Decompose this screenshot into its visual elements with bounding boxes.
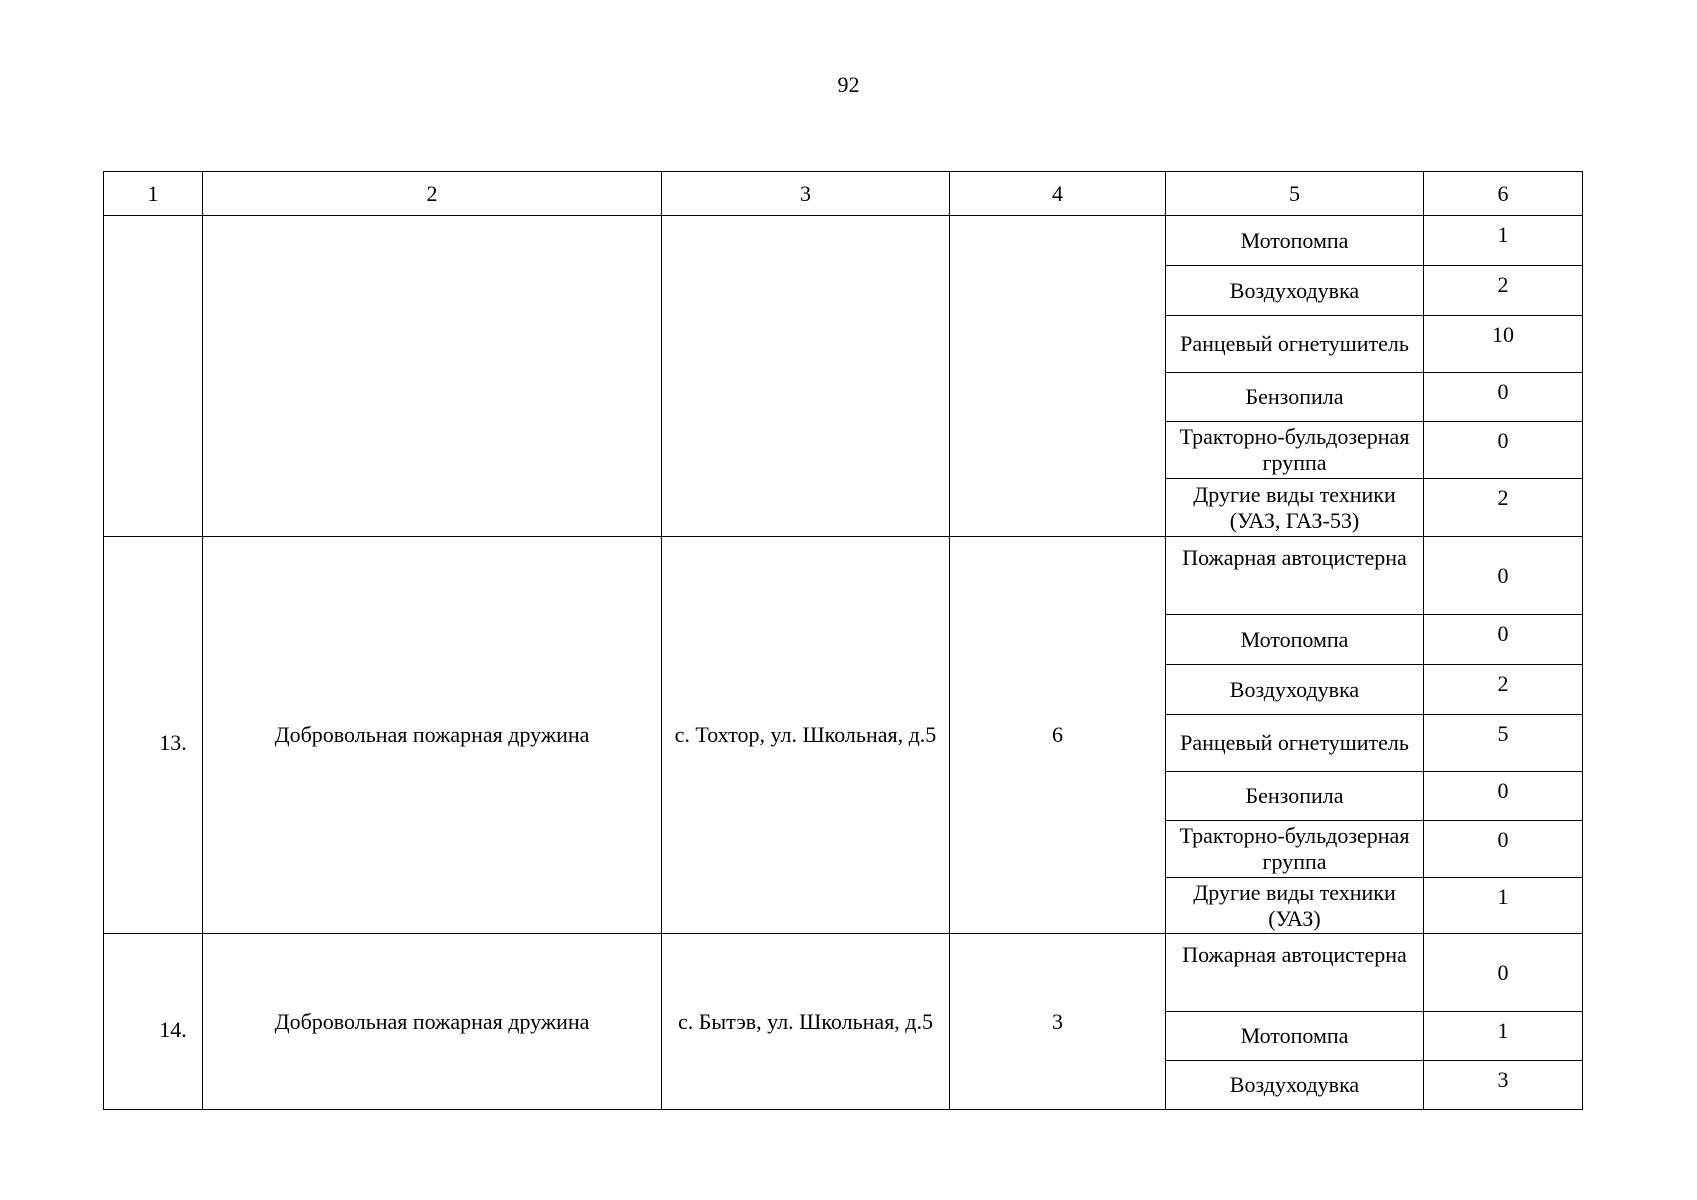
row13-name-cell: Добровольная пожарная дружина [202, 536, 662, 934]
row14-equipment-name: Мотопомпа [1165, 1011, 1424, 1061]
row14-equipment-count: 3 [1423, 1060, 1583, 1110]
row14-equipment-count: 0 [1423, 933, 1583, 1012]
row13-equipment-name: Ранцевый огнетушитель [1165, 714, 1424, 772]
row12-name-cell [202, 215, 662, 537]
row12-equipment-name: Другие виды техники (УАЗ, ГАЗ-53) [1165, 478, 1424, 537]
row13-equipment-name: Другие виды техники (УАЗ) [1165, 877, 1424, 934]
row13-equipment-count: 0 [1423, 771, 1583, 821]
header-cell-3: 3 [661, 171, 950, 216]
row13-equipment-name: Бензопила [1165, 771, 1424, 821]
row13-equipment-count: 0 [1423, 614, 1583, 665]
row12-equipment-count: 1 [1423, 215, 1583, 266]
row13-equipment-count: 5 [1423, 714, 1583, 772]
row12-equipment-count: 0 [1423, 372, 1583, 422]
row13-equipment-name: Пожарная автоцистерна [1165, 536, 1424, 615]
row13-equipment-name: Мотопомпа [1165, 614, 1424, 665]
row12-address-cell [661, 215, 950, 537]
row12-equipment-name: Ранцевый огнетушитель [1165, 315, 1424, 373]
page-number: 92 [837, 72, 860, 97]
header-cell-6: 6 [1423, 171, 1583, 216]
header-cell-2: 2 [202, 171, 662, 216]
row14-equipment-count: 1 [1423, 1011, 1583, 1061]
row12-equipment-count: 10 [1423, 315, 1583, 373]
row12-equipment-name: Воздуходувка [1165, 265, 1424, 316]
row13-equipment-name: Воздуходувка [1165, 664, 1424, 715]
row12-number-cell [103, 215, 203, 537]
row13-equipment-count: 1 [1423, 877, 1583, 934]
row12-equipment-count: 2 [1423, 265, 1583, 316]
header-cell-5: 5 [1165, 171, 1424, 216]
row13-equipment-count: 2 [1423, 664, 1583, 715]
header-cell-4: 4 [949, 171, 1166, 216]
row12-equipment-count: 2 [1423, 478, 1583, 537]
row13-staff-cell: 6 [949, 536, 1166, 934]
row12-equipment-name: Тракторно-бульдозерная группа [1165, 421, 1424, 479]
row13-equipment-count: 0 [1423, 536, 1583, 615]
row14-number-cell: 14. [103, 933, 203, 1110]
row13-number-cell: 13. [103, 536, 203, 934]
row12-staff-cell [949, 215, 1166, 537]
row14-address-cell: с. Бытэв, ул. Школьная, д.5 [661, 933, 950, 1110]
row12-equipment-name: Мотопомпа [1165, 215, 1424, 266]
row12-equipment-name: Бензопила [1165, 372, 1424, 422]
row14-equipment-name: Пожарная автоцистерна [1165, 933, 1424, 1012]
row13-equipment-count: 0 [1423, 820, 1583, 878]
row12-equipment-count: 0 [1423, 421, 1583, 479]
row14-staff-cell: 3 [949, 933, 1166, 1110]
row13-address-cell: с. Тохтор, ул. Школьная, д.5 [661, 536, 950, 934]
row13-equipment-name: Тракторно-бульдозерная группа [1165, 820, 1424, 878]
row14-name-cell: Добровольная пожарная дружина [202, 933, 662, 1110]
row14-equipment-name: Воздуходувка [1165, 1060, 1424, 1110]
header-cell-1: 1 [103, 171, 203, 216]
